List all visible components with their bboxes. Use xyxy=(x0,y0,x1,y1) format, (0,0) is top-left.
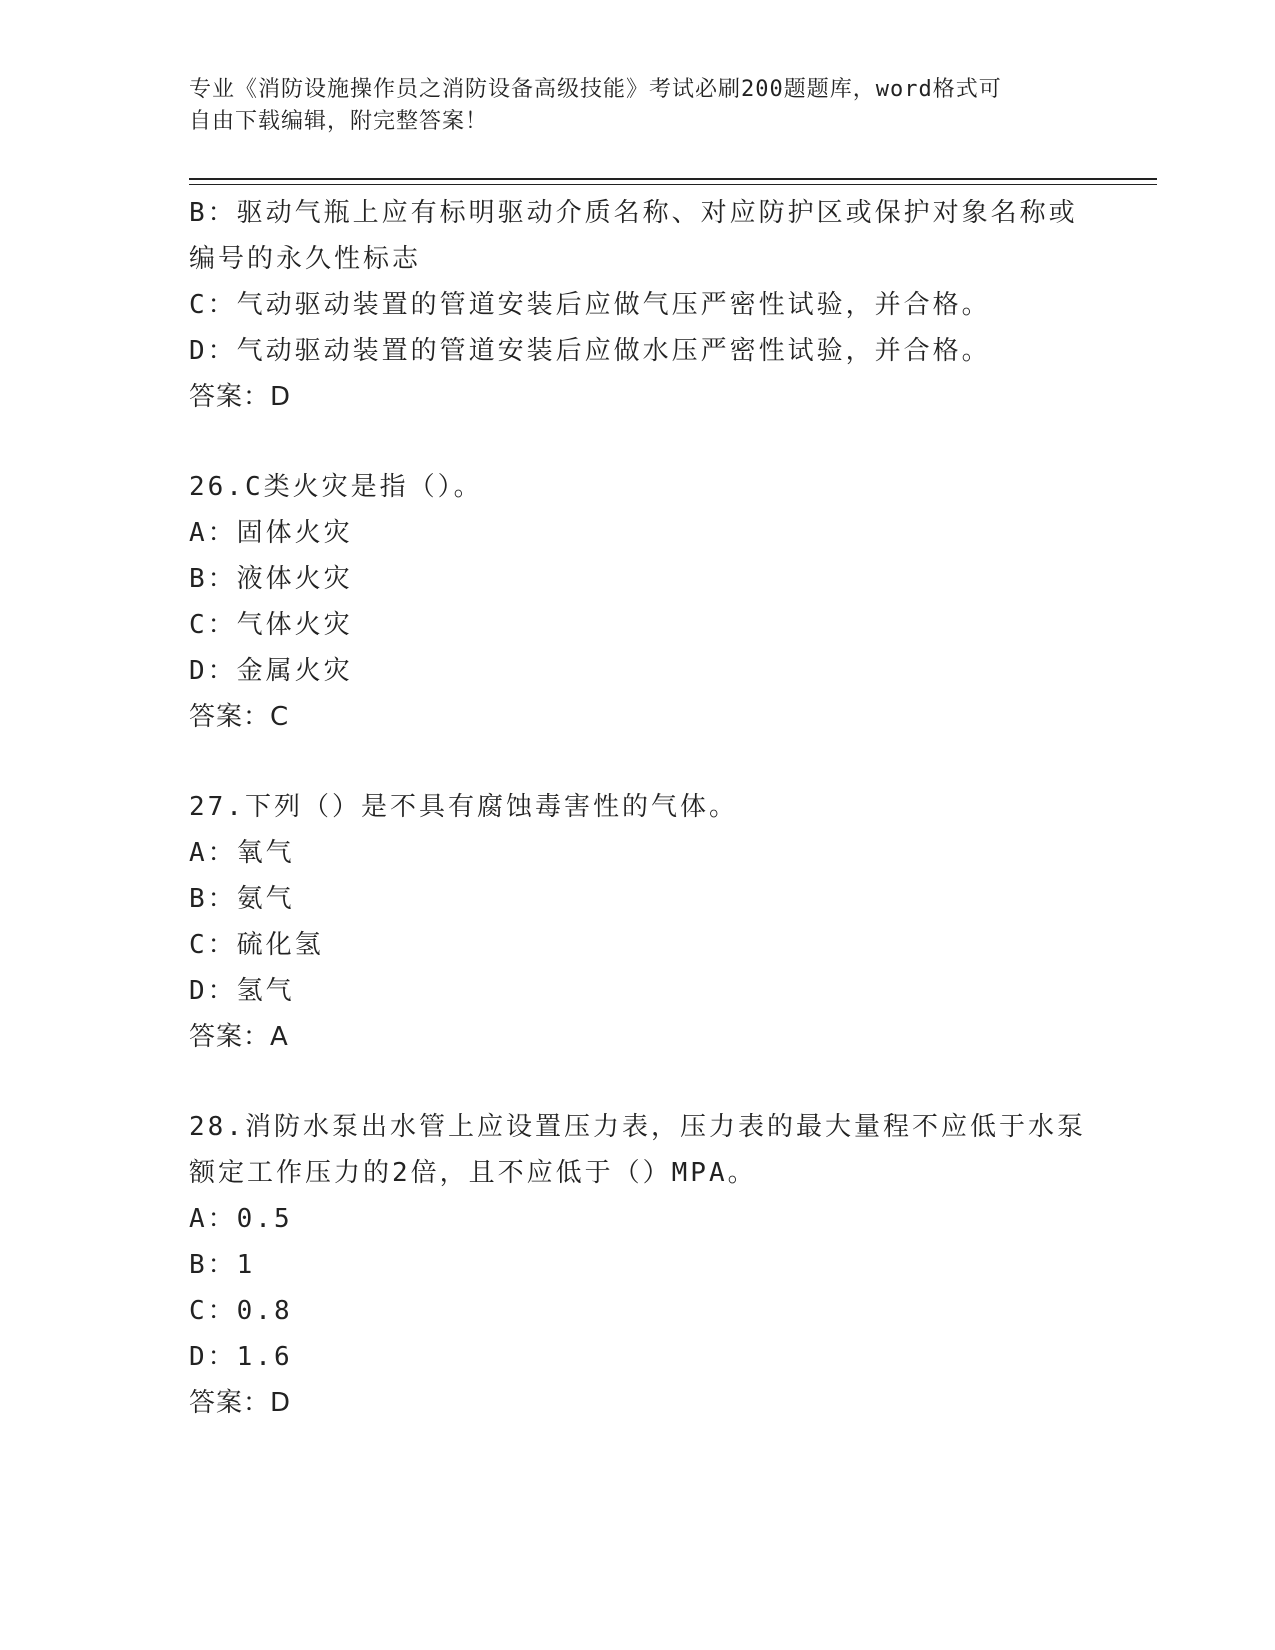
option-line: B：驱动气瓶上应有标明驱动介质名称、对应防护区或保护对象名称或 xyxy=(189,198,1078,228)
question-stem: 26.C类火灾是指（）。 xyxy=(189,472,483,502)
header-line-1: 专业《消防设施操作员之消防设备高级技能》考试必刷200题题库，word格式可 xyxy=(189,77,1002,102)
question-27 xyxy=(189,784,1089,1060)
option-line: 编号的永久性标志 xyxy=(189,244,422,274)
question-stem: 27.下列（）是不具有腐蚀毒害性的气体。 xyxy=(189,792,738,822)
question-28 xyxy=(189,1104,1089,1426)
option-line: D：气动驱动装置的管道安装后应做水压严密性试验，并合格。 xyxy=(189,336,991,366)
option-b: B：液体火灾 xyxy=(189,564,353,594)
option-b: B：氨气 xyxy=(189,884,295,914)
answer-line: 答案：D xyxy=(189,382,292,412)
option-d: D：氢气 xyxy=(189,976,295,1006)
answer-line: 答案：C xyxy=(189,702,290,732)
header-rule-thin xyxy=(189,184,1157,185)
option-d: D：1.6 xyxy=(189,1342,293,1372)
question-26 xyxy=(189,464,1089,740)
option-b: B：1 xyxy=(189,1250,256,1280)
option-line: C：气动驱动装置的管道安装后应做气压严密性试验，并合格。 xyxy=(189,290,991,320)
question-25-continued xyxy=(189,190,1089,420)
document-header xyxy=(189,74,1089,138)
option-d: D：金属火灾 xyxy=(189,656,353,686)
option-c: C：0.8 xyxy=(189,1296,293,1326)
option-c: C：硫化氢 xyxy=(189,930,324,960)
option-c: C：气体火灾 xyxy=(189,610,353,640)
question-stem-continued: 额定工作压力的2倍，且不应低于（）MPA。 xyxy=(189,1158,757,1188)
header-rule-thick xyxy=(189,178,1157,180)
option-a: A：0.5 xyxy=(189,1204,293,1234)
answer-line: 答案：A xyxy=(189,1022,289,1052)
header-line-2: 自由下载编辑，附完整答案！ xyxy=(189,109,489,134)
option-a: A：固体火灾 xyxy=(189,518,353,548)
question-stem: 28.消防水泵出水管上应设置压力表，压力表的最大量程不应低于水泵 xyxy=(189,1112,1086,1142)
question-content xyxy=(189,190,1089,1426)
option-a: A：氧气 xyxy=(189,838,295,868)
answer-line: 答案：D xyxy=(189,1388,292,1418)
